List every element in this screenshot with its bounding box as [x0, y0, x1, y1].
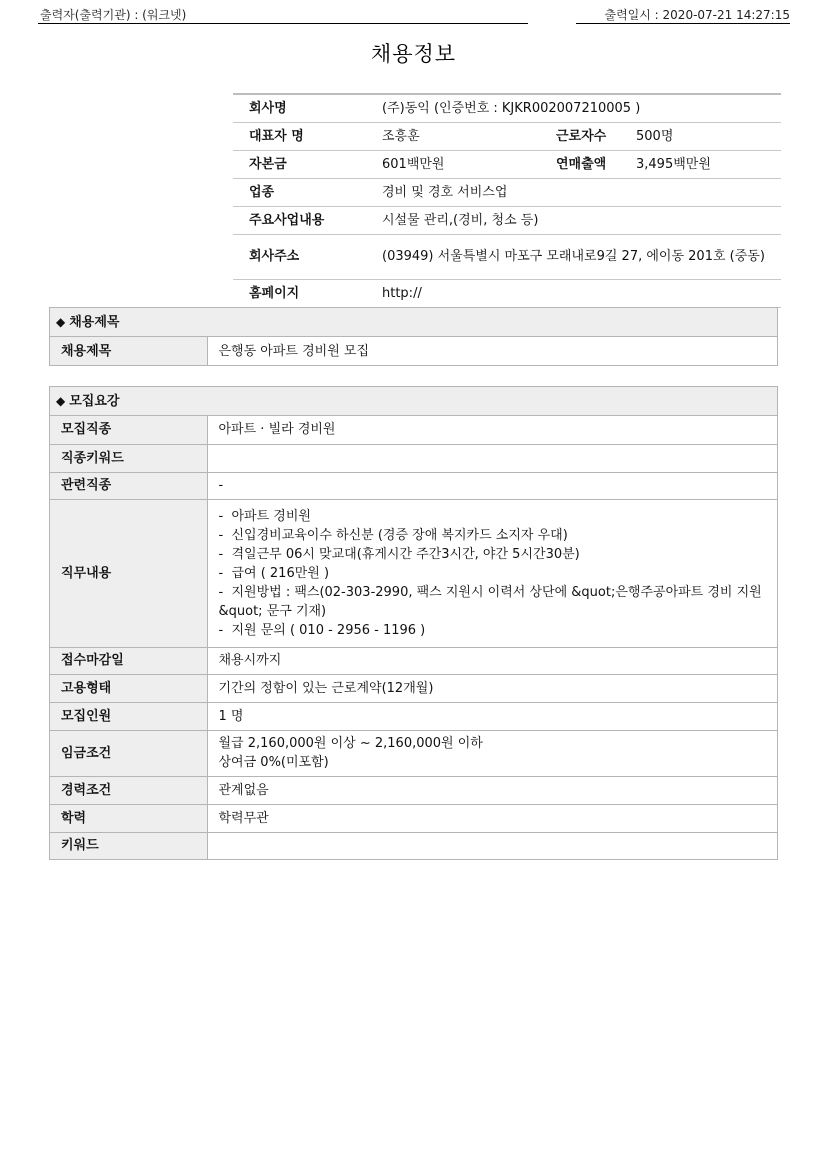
table-row: [50, 776, 777, 804]
table-row: [50, 499, 777, 647]
recruit-title-value: 은행동 아파트 경비원 모집: [218, 343, 370, 359]
section-header: [50, 387, 777, 416]
recruit-title-label: 채용제목: [50, 337, 207, 365]
industry-label: 업종: [233, 178, 376, 206]
diamond-bullet-icon: ◆: [56, 394, 66, 408]
page-title: 채용정보: [370, 42, 457, 66]
section-title: 채용제목: [69, 315, 120, 330]
job-label: 모집직종: [50, 416, 207, 444]
career-label: 경력조건: [50, 776, 207, 804]
section-title: 모집요강: [69, 394, 120, 409]
sales-label: 연매출액: [550, 150, 630, 178]
header-divider: [576, 23, 790, 24]
related-job-value: -: [207, 472, 777, 499]
duty-line: - 아파트 경비원: [218, 508, 311, 524]
homepage-link[interactable]: http://: [376, 279, 781, 307]
company-row-ceo: [233, 122, 781, 150]
job-keyword-value: [207, 444, 777, 472]
education-label: 학력: [50, 804, 207, 832]
bonus-rate: 상여금 0%(미포함): [218, 755, 329, 770]
duty-line: - 급여 ( 216만원 ): [218, 565, 330, 581]
recruit-title-table: [50, 337, 777, 365]
company-name-label: 회사명: [233, 94, 376, 122]
table-row: [50, 444, 777, 472]
table-row: [50, 647, 777, 674]
duty-line: - 지원 문의 ( 010 - 2956 - 1196 ): [218, 622, 426, 638]
table-row: [50, 674, 777, 702]
career-value: 관계없음: [207, 776, 777, 804]
table-row: [50, 832, 777, 859]
industry-value: 경비 및 경호 서비스업: [376, 178, 781, 206]
requirements-table: [50, 416, 777, 859]
headcount-value: 1 명: [207, 702, 777, 730]
duty-line: - 신입경비교육이수 하신분 (경증 장애 복지카드 소지자 우대): [218, 527, 568, 543]
homepage-label: 홈페이지: [233, 279, 376, 307]
employees-label: 근로자수: [550, 122, 630, 150]
duty-line: - 지원방법 : 팩스(02-303-2990, 팩스 지원시 이력서 상단에 &quot;은행주공아파트 경비 지원&quot; 문구 기재): [218, 584, 762, 619]
company-row-business: [233, 206, 781, 234]
company-row-capital: [233, 150, 781, 178]
deadline-value: 채용시까지: [207, 647, 777, 674]
section-header: [50, 308, 777, 337]
address-value: (03949) 서울특별시 마포구 모래내로9길 27, 에이동 201호 (중동): [376, 234, 781, 279]
ceo-value: 조흥훈: [376, 122, 550, 150]
duty-line: - 격일근무 06시 맞교대(휴게시간 주간3시간, 야간 5시간30분): [218, 546, 580, 562]
duty-label: 직무내용: [50, 499, 207, 647]
wage-label: 임금조건: [50, 730, 207, 776]
diamond-bullet-icon: ◆: [56, 315, 66, 329]
wage-range: 월급 2,160,000원 이상 ~ 2,160,000원 이하: [218, 736, 483, 751]
keyword-value: [207, 832, 777, 859]
table-row: [50, 472, 777, 499]
wage-value: [207, 730, 777, 776]
education-value: 학력무관: [207, 804, 777, 832]
job-value: 아파트 · 빌라 경비원: [218, 422, 336, 438]
table-row: [50, 804, 777, 832]
table-row: [50, 416, 777, 444]
table-row: [50, 730, 777, 776]
sales-value: 3,495백만원: [630, 150, 781, 178]
duty-content: [207, 499, 777, 647]
table-row: [50, 702, 777, 730]
keyword-label: 키워드: [50, 832, 207, 859]
business-label: 주요사업내용: [233, 206, 376, 234]
company-row-name: [233, 94, 781, 122]
company-row-homepage: [233, 279, 781, 307]
print-issuer: 출력자(출력기관) : (워크넷): [40, 8, 187, 22]
employment-type-value: 기간의 정함이 있는 근로계약(12개월): [207, 674, 777, 702]
capital-label: 자본금: [233, 150, 376, 178]
deadline-label: 접수마감일: [50, 647, 207, 674]
employees-value: 500명: [630, 122, 781, 150]
header-divider: [38, 23, 528, 24]
job-keyword-label: 직종키워드: [50, 444, 207, 472]
requirements-section: [49, 386, 778, 860]
ceo-label: 대표자 명: [233, 122, 376, 150]
recruit-title-section: [49, 307, 778, 366]
address-label: 회사주소: [233, 234, 376, 279]
headcount-label: 모집인원: [50, 702, 207, 730]
company-row-industry: [233, 178, 781, 206]
table-row: [50, 337, 777, 365]
company-row-address: [233, 234, 781, 279]
business-value: 시설물 관리,(경비, 청소 등): [376, 206, 781, 234]
company-info-table: [233, 93, 781, 308]
company-name-value: (주)동익 (인증번호 : KJKR002007210005 ): [376, 94, 781, 122]
capital-value: 601백만원: [376, 150, 550, 178]
employment-type-label: 고용형태: [50, 674, 207, 702]
related-job-label: 관련직종: [50, 472, 207, 499]
print-datetime: 출력일시 : 2020-07-21 14:27:15: [604, 8, 790, 22]
